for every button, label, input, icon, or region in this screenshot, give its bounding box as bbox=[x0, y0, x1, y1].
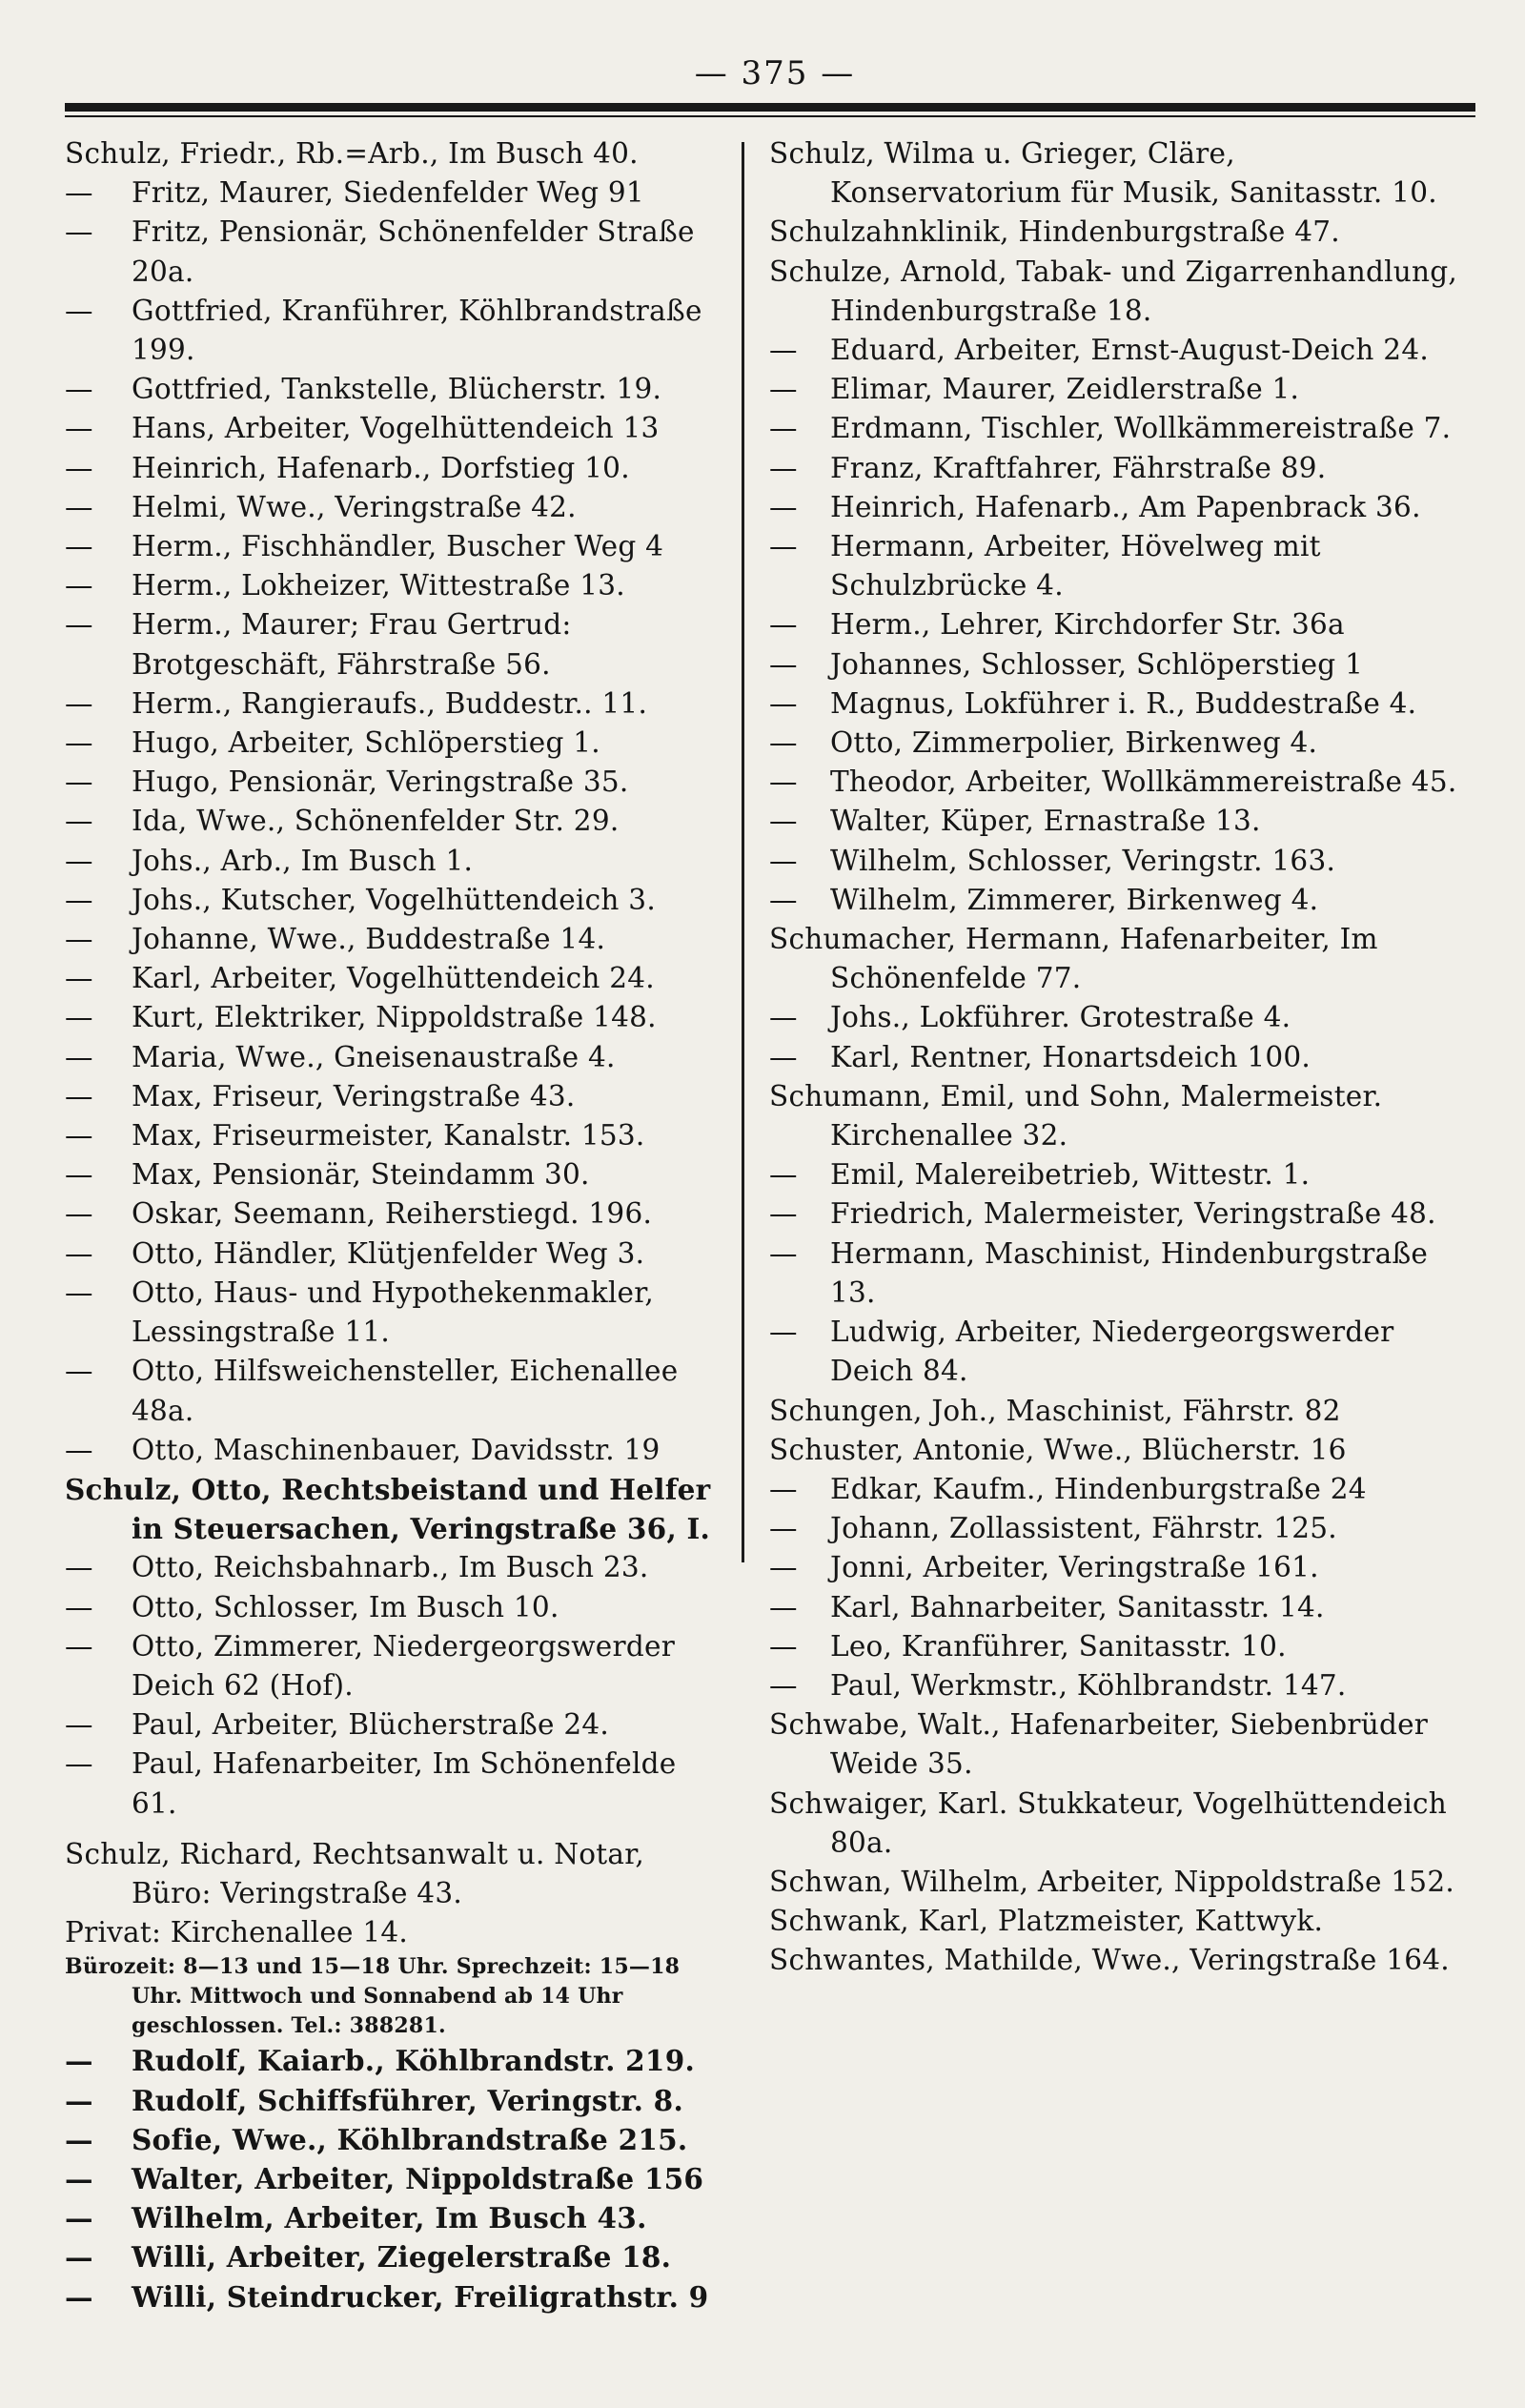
entry-text: Sofie, Wwe., Köhlbrandstraße 215. bbox=[132, 2122, 688, 2156]
entry-text: Schulz, Wilma u. Grieger, Cläre, Konservatorium für Musik, Sanitasstr. 10. bbox=[769, 137, 1437, 210]
entry-dash: — bbox=[769, 1629, 798, 1663]
entry-text: Willi, Steindrucker, Freiligrathstr. 9 bbox=[132, 2279, 709, 2314]
entry-text: Herm., Lehrer, Kirchdorfer Str. 36a bbox=[830, 608, 1345, 642]
entry-text: Heinrich, Hafenarb., Dorfstieg 10. bbox=[132, 451, 630, 484]
directory-entry bbox=[769, 1588, 1475, 1627]
entry-text: Walter, Arbeiter, Nippoldstraße 156 bbox=[132, 2161, 704, 2195]
entry-dash: — bbox=[769, 1197, 798, 1231]
directory-entry bbox=[65, 2277, 730, 2316]
entry-text: Fritz, Maurer, Siedenfelder Weg 91 bbox=[132, 176, 644, 210]
entry-dash: — bbox=[769, 844, 798, 877]
entry-dash: — bbox=[769, 686, 798, 720]
entry-dash: — bbox=[65, 412, 93, 445]
entry-text: Privat: Kirchenallee 14. bbox=[65, 1916, 409, 1949]
entry-text: Friedrich, Malermeister, Veringstraße 48. bbox=[830, 1197, 1436, 1231]
entry-dash: — bbox=[65, 844, 93, 877]
entry-text: Helmi, Wwe., Veringstraße 42. bbox=[132, 490, 577, 523]
entry-text: Fritz, Pensionär, Schönenfelder Straße 20a. bbox=[132, 215, 695, 288]
directory-entry bbox=[65, 173, 730, 213]
directory-entry bbox=[65, 2237, 730, 2276]
entry-text: Hermann, Arbeiter, Hövelweg mit Schulzbrücke 4. bbox=[830, 530, 1321, 602]
entry-text: Leo, Kranführer, Sanitasstr. 10. bbox=[830, 1629, 1287, 1663]
directory-entry bbox=[65, 213, 730, 291]
entry-dash: — bbox=[65, 608, 93, 642]
entry-text: Johs., Arb., Im Busch 1. bbox=[132, 844, 474, 877]
entry-text: Max, Pensionär, Steindamm 30. bbox=[132, 1158, 590, 1192]
directory-entry bbox=[65, 1038, 730, 1077]
entry-text: Johanne, Wwe., Buddestraße 14. bbox=[132, 923, 606, 956]
directory-entry bbox=[65, 1274, 730, 1352]
directory-entry bbox=[65, 1155, 730, 1194]
entry-dash: — bbox=[769, 805, 798, 838]
directory-entry bbox=[65, 763, 730, 802]
entry-dash: — bbox=[65, 1040, 93, 1073]
directory-entry bbox=[65, 724, 730, 763]
entry-text: Max, Friseur, Veringstraße 43. bbox=[132, 1079, 576, 1112]
entry-text: Otto, Schlosser, Im Busch 10. bbox=[132, 1590, 559, 1623]
entry-text: Schwabe, Walt., Hafenarbeiter, Siebenbrüder Weide 35. bbox=[769, 1708, 1429, 1781]
entry-text: Johann, Zollassistent, Fährstr. 125. bbox=[830, 1512, 1337, 1545]
directory-entry bbox=[769, 684, 1475, 724]
entry-dash: — bbox=[65, 294, 93, 327]
entry-text: Paul, Werkmstr., Köhlbrandstr. 147. bbox=[830, 1668, 1347, 1702]
entry-text: Walter, Küper, Ernastraße 13. bbox=[830, 805, 1261, 838]
directory-entry bbox=[65, 1470, 730, 1548]
directory-entry bbox=[769, 1509, 1475, 1548]
directory-entry bbox=[769, 920, 1475, 998]
entry-text: Paul, Hafenarbeiter, Im Schönenfelde 61. bbox=[132, 1747, 677, 1820]
header-rule-thick bbox=[65, 103, 1475, 112]
entry-dash: — bbox=[769, 765, 798, 799]
entry-text: Wilhelm, Schlosser, Veringstr. 163. bbox=[830, 844, 1336, 877]
directory-entry bbox=[769, 1627, 1475, 1666]
directory-entry bbox=[65, 1913, 730, 1952]
directory-entry bbox=[65, 2041, 730, 2080]
entry-dash: — bbox=[65, 490, 93, 523]
directory-entry bbox=[65, 2081, 730, 2120]
directory-entry bbox=[65, 1235, 730, 1274]
directory-entry bbox=[65, 684, 730, 724]
entry-text: Wilhelm, Zimmerer, Birkenweg 4. bbox=[830, 883, 1319, 916]
entry-dash: — bbox=[769, 451, 798, 484]
entry-text: Wilhelm, Arbeiter, Im Busch 43. bbox=[132, 2201, 647, 2235]
directory-entry bbox=[769, 1785, 1475, 1863]
entry-text: Ludwig, Arbeiter, Niedergeorgswerder Deich 84. bbox=[830, 1316, 1394, 1388]
left-column bbox=[65, 134, 742, 2316]
directory-entry bbox=[769, 370, 1475, 409]
entry-dash: — bbox=[769, 1316, 798, 1349]
entry-dash: — bbox=[65, 1629, 93, 1663]
directory-entry bbox=[65, 2159, 730, 2198]
entry-text: Schungen, Joh., Maschinist, Fährstr. 82 bbox=[769, 1394, 1341, 1427]
entry-text: Theodor, Arbeiter, Wollkämmereistraße 45. bbox=[830, 765, 1457, 799]
directory-entry bbox=[769, 331, 1475, 370]
directory-entry bbox=[769, 1077, 1475, 1155]
entry-text: Paul, Arbeiter, Blücherstraße 24. bbox=[132, 1708, 609, 1742]
entry-dash: — bbox=[65, 923, 93, 956]
directory-entry bbox=[769, 1155, 1475, 1194]
directory-entry bbox=[769, 645, 1475, 684]
directory-entry bbox=[769, 527, 1475, 605]
directory-entry bbox=[65, 2120, 730, 2159]
directory-entry bbox=[769, 1863, 1475, 1902]
entry-text: Jonni, Arbeiter, Veringstraße 161. bbox=[830, 1551, 1319, 1584]
entry-text: Erdmann, Tischler, Wollkämmereistraße 7. bbox=[830, 412, 1452, 445]
directory-entry bbox=[65, 1077, 730, 1116]
directory-entry bbox=[65, 605, 730, 684]
directory-entry bbox=[769, 763, 1475, 802]
entry-text: Hugo, Pensionär, Veringstraße 35. bbox=[132, 765, 629, 799]
entry-text: Willi, Arbeiter, Ziegelerstraße 18. bbox=[132, 2240, 672, 2275]
entry-dash: — bbox=[65, 1551, 93, 1584]
entry-text: Schwank, Karl, Platzmeister, Kattwyk. bbox=[769, 1905, 1324, 1938]
directory-entry bbox=[65, 134, 730, 173]
entry-text: Bürozeit: 8—13 und 15—18 Uhr. Sprechzeit: 15—18 Uhr. Mittwoch und Sonnabend ab 14 Uhr geschlossen. Tel.: 388281. bbox=[65, 1954, 681, 2039]
entry-dash: — bbox=[769, 1158, 798, 1192]
directory-entry bbox=[65, 959, 730, 998]
entry-text: Elimar, Maurer, Zeidlerstraße 1. bbox=[830, 373, 1300, 406]
entry-dash: — bbox=[769, 490, 798, 523]
entry-text: Karl, Rentner, Honartsdeich 100. bbox=[830, 1040, 1312, 1073]
directory-entry bbox=[65, 1548, 730, 1587]
entry-dash: — bbox=[65, 962, 93, 995]
directory-entry bbox=[65, 1116, 730, 1155]
directory-entry bbox=[65, 998, 730, 1037]
entry-text: Schuster, Antonie, Wwe., Blücherstr. 16 bbox=[769, 1433, 1347, 1466]
entry-text: Otto, Haus- und Hypothekenmakler, Lessingstraße 11. bbox=[132, 1275, 654, 1349]
entry-dash: — bbox=[769, 334, 798, 367]
entry-dash: — bbox=[65, 2201, 93, 2235]
entry-dash: — bbox=[65, 1158, 93, 1192]
entry-dash: — bbox=[65, 373, 93, 406]
entry-dash: — bbox=[65, 2122, 93, 2156]
entry-dash: — bbox=[769, 883, 798, 916]
directory-entry bbox=[65, 881, 730, 920]
entry-dash: — bbox=[65, 686, 93, 720]
entry-text: Herm., Maurer; Frau Gertrud: Brotgeschäft, Fährstraße 56. bbox=[132, 608, 572, 681]
entry-text: Herm., Rangieraufs., Buddestr.. 11. bbox=[132, 686, 648, 720]
directory-entry bbox=[65, 1835, 730, 1913]
entry-text: Karl, Arbeiter, Vogelhüttendeich 24. bbox=[132, 962, 655, 995]
entry-dash: — bbox=[65, 883, 93, 916]
entry-dash: — bbox=[769, 1236, 798, 1270]
page-number: — 375 — bbox=[694, 54, 856, 92]
directory-entry bbox=[65, 527, 730, 566]
entry-text: Eduard, Arbeiter, Ernst-August-Deich 24. bbox=[830, 334, 1429, 367]
entry-text: Magnus, Lokführer i. R., Buddestraße 4. bbox=[830, 686, 1417, 720]
entry-text: Hans, Arbeiter, Vogelhüttendeich 13 bbox=[132, 412, 660, 445]
directory-columns bbox=[65, 134, 1475, 2316]
entry-text: Schulze, Arnold, Tabak- und Zigarrenhandlung, Hindenburgstraße 18. bbox=[769, 255, 1458, 327]
directory-entry bbox=[65, 1745, 730, 1823]
directory-entry bbox=[769, 724, 1475, 763]
entry-text: Oskar, Seemann, Reiherstiegd. 196. bbox=[132, 1197, 653, 1231]
entry-text: Max, Friseurmeister, Kanalstr. 153. bbox=[132, 1119, 645, 1153]
directory-entry bbox=[769, 1235, 1475, 1313]
entry-dash: — bbox=[65, 530, 93, 563]
entry-text: Otto, Hilfsweichensteller, Eichenallee 48a. bbox=[132, 1355, 679, 1427]
right-column bbox=[744, 134, 1475, 2316]
entry-dash: — bbox=[65, 1119, 93, 1153]
entry-text: Schumann, Emil, und Sohn, Malermeister. Kirchenallee 32. bbox=[769, 1079, 1383, 1153]
entry-text: Otto, Händler, Klütjenfelder Weg 3. bbox=[132, 1236, 645, 1270]
entry-text: Heinrich, Hafenarb., Am Papenbrack 36. bbox=[830, 490, 1421, 523]
entry-text: Schwan, Wilhelm, Arbeiter, Nippoldstraße 152. bbox=[769, 1865, 1454, 1898]
entry-dash: — bbox=[769, 1512, 798, 1545]
entry-text: Hermann, Maschinist, Hindenburgstraße 13. bbox=[830, 1236, 1429, 1309]
entry-dash: — bbox=[769, 1668, 798, 1702]
entry-dash: — bbox=[65, 1708, 93, 1742]
directory-entry bbox=[769, 842, 1475, 881]
entry-text: Herm., Lokheizer, Wittestraße 13. bbox=[132, 569, 625, 602]
entry-dash: — bbox=[65, 2083, 93, 2117]
entry-text: Herm., Fischhändler, Buscher Weg 4 bbox=[132, 530, 664, 563]
header-rule-thin bbox=[65, 115, 1475, 117]
entry-text: Otto, Zimmerpolier, Birkenweg 4. bbox=[830, 726, 1318, 760]
directory-entry bbox=[769, 449, 1475, 488]
entry-dash: — bbox=[65, 1355, 93, 1388]
entry-dash: — bbox=[65, 805, 93, 838]
entry-text: Johs., Kutscher, Vogelhüttendeich 3. bbox=[132, 883, 656, 916]
directory-entry bbox=[65, 1952, 730, 2041]
directory-entry bbox=[769, 1194, 1475, 1234]
entry-text: Rudolf, Schiffsführer, Veringstr. 8. bbox=[132, 2083, 683, 2117]
entry-text: Schulz, Otto, Rechtsbeistand und Helfer in Steuersachen, Veringstraße 36, I. bbox=[65, 1472, 711, 1546]
entry-dash: — bbox=[65, 765, 93, 799]
entry-dash: — bbox=[65, 2240, 93, 2275]
entry-dash: — bbox=[769, 647, 798, 681]
directory-entry bbox=[769, 1431, 1475, 1470]
entry-text: Karl, Bahnarbeiter, Sanitasstr. 14. bbox=[830, 1590, 1325, 1623]
directory-entry bbox=[769, 213, 1475, 252]
directory-entry bbox=[769, 998, 1475, 1037]
entry-text: Franz, Kraftfahrer, Fährstraße 89. bbox=[830, 451, 1327, 484]
entry-text: Emil, Malereibetrieb, Wittestr. 1. bbox=[830, 1158, 1311, 1192]
entry-dash: — bbox=[769, 1001, 798, 1034]
entry-text: Rudolf, Kaiarb., Köhlbrandstr. 219. bbox=[132, 2044, 696, 2078]
entry-text: Johannes, Schlosser, Schlöperstieg 1 bbox=[830, 647, 1364, 681]
entry-dash: — bbox=[65, 2044, 93, 2078]
entry-text: Hugo, Arbeiter, Schlöperstieg 1. bbox=[132, 726, 600, 760]
entry-dash: — bbox=[65, 176, 93, 210]
entry-dash: — bbox=[769, 1551, 798, 1584]
directory-entry bbox=[65, 449, 730, 488]
directory-entry bbox=[769, 488, 1475, 527]
directory-entry bbox=[769, 1470, 1475, 1509]
entry-dash: — bbox=[65, 1197, 93, 1231]
entry-dash: — bbox=[769, 726, 798, 760]
entry-dash: — bbox=[769, 1472, 798, 1505]
entry-text: Schwantes, Mathilde, Wwe., Veringstraße 164. bbox=[769, 1944, 1450, 1977]
entry-dash: — bbox=[769, 1040, 798, 1073]
entry-text: Ida, Wwe., Schönenfelder Str. 29. bbox=[132, 805, 620, 838]
directory-entry bbox=[65, 802, 730, 841]
directory-entry bbox=[769, 605, 1475, 644]
directory-entry bbox=[769, 409, 1475, 448]
entry-dash: — bbox=[65, 451, 93, 484]
directory-entry bbox=[65, 1627, 730, 1705]
entry-dash: — bbox=[769, 412, 798, 445]
entry-dash: — bbox=[65, 1079, 93, 1112]
directory-entry bbox=[65, 2198, 730, 2237]
directory-entry bbox=[769, 1313, 1475, 1391]
directory-entry bbox=[769, 1038, 1475, 1077]
directory-entry bbox=[769, 1705, 1475, 1784]
entry-text: Otto, Reichsbahnarb., Im Busch 23. bbox=[132, 1551, 649, 1584]
directory-entry bbox=[65, 1588, 730, 1627]
directory-entry bbox=[65, 488, 730, 527]
entry-dash: — bbox=[65, 1275, 93, 1309]
entry-text: Johs., Lokführer. Grotestraße 4. bbox=[830, 1001, 1291, 1034]
directory-entry bbox=[65, 1352, 730, 1430]
directory-entry bbox=[65, 292, 730, 370]
entry-text: Schulz, Richard, Rechtsanwalt u. Notar, Büro: Veringstraße 43. bbox=[65, 1837, 644, 1909]
entry-dash: — bbox=[65, 2161, 93, 2195]
entry-text: Schwaiger, Karl. Stukkateur, Vogelhüttendeich 80a. bbox=[769, 1786, 1448, 1859]
entry-text: Edkar, Kaufm., Hindenburgstraße 24 bbox=[830, 1472, 1367, 1505]
entry-dash: — bbox=[65, 1590, 93, 1623]
directory-entry bbox=[65, 566, 730, 605]
entry-dash: — bbox=[65, 569, 93, 602]
entry-text: Maria, Wwe., Gneisenaustraße 4. bbox=[132, 1040, 616, 1073]
entry-dash: — bbox=[65, 2279, 93, 2314]
entry-dash: — bbox=[769, 608, 798, 642]
directory-entry bbox=[769, 253, 1475, 331]
directory-entry bbox=[65, 370, 730, 409]
entry-text: Schulz, Friedr., Rb.=Arb., Im Busch 40. bbox=[65, 137, 639, 170]
directory-entry bbox=[769, 1392, 1475, 1431]
directory-entry bbox=[65, 1194, 730, 1234]
entry-dash: — bbox=[65, 1433, 93, 1466]
entry-text: Schumacher, Hermann, Hafenarbeiter, Im Schönenfelde 77. bbox=[769, 923, 1378, 995]
directory-entry bbox=[65, 1431, 730, 1470]
directory-entry bbox=[769, 1548, 1475, 1587]
entry-dash: — bbox=[65, 1236, 93, 1270]
entry-text: Gottfried, Kranführer, Köhlbrandstraße 199. bbox=[132, 294, 702, 367]
entry-text: Kurt, Elektriker, Nippoldstraße 148. bbox=[132, 1001, 657, 1034]
directory-entry bbox=[65, 1705, 730, 1745]
entry-dash: — bbox=[769, 530, 798, 563]
directory-entry bbox=[65, 842, 730, 881]
directory-entry bbox=[769, 802, 1475, 841]
entry-text: Otto, Maschinenbauer, Davidsstr. 19 bbox=[132, 1433, 661, 1466]
entry-dash: — bbox=[769, 1590, 798, 1623]
directory-entry bbox=[65, 409, 730, 448]
directory-entry bbox=[769, 134, 1475, 213]
directory-entry bbox=[769, 1666, 1475, 1705]
directory-entry bbox=[769, 1902, 1475, 1941]
entry-dash: — bbox=[65, 215, 93, 249]
directory-entry bbox=[65, 920, 730, 959]
directory-entry bbox=[769, 1941, 1475, 1980]
directory-entry bbox=[769, 881, 1475, 920]
entry-dash: — bbox=[65, 1001, 93, 1034]
entry-text: Otto, Zimmerer, Niedergeorgswerder Deich 62 (Hof). bbox=[132, 1629, 676, 1702]
entry-text: Gottfried, Tankstelle, Blücherstr. 19. bbox=[132, 373, 662, 406]
entry-dash: — bbox=[769, 373, 798, 406]
entry-dash: — bbox=[65, 726, 93, 760]
entry-text: Schulzahnklinik, Hindenburgstraße 47. bbox=[769, 215, 1340, 249]
entry-dash: — bbox=[65, 1747, 93, 1781]
